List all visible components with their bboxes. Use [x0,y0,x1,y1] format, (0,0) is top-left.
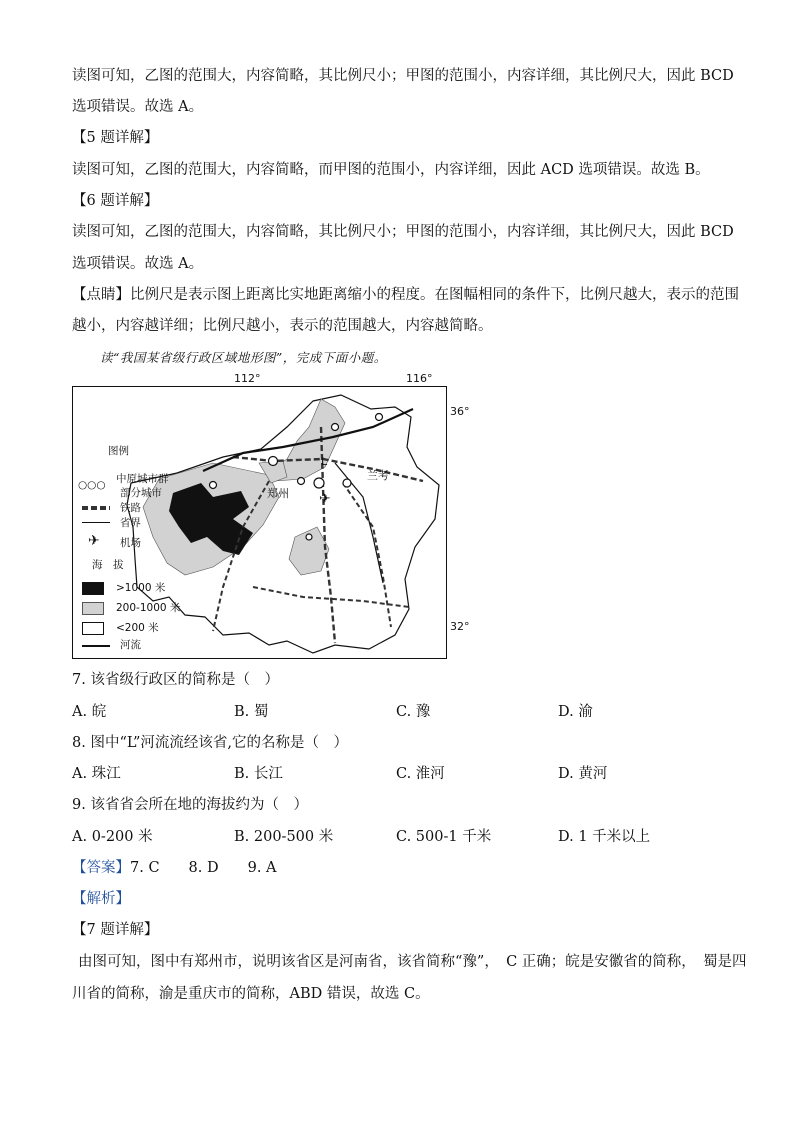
option: C. 豫 [396,704,431,720]
option: A. 珠江 [72,766,121,782]
legend-cities: 中原城市群 [116,473,169,485]
legend-river: 河流 [120,639,141,651]
legend-high-swatch [82,582,104,595]
option: D. 1 千米以上 [558,829,651,845]
legend-mid-swatch [82,602,104,615]
legend-city-icon: ○○○ [78,479,106,491]
text-line: 由图可知，图中有郑州市，说明该省区是河南省，该省简称“豫”， C 正确；皖是安徽省的简称， 蜀是四 [78,954,747,970]
text-line: 读图可知，乙图的范围大，内容简略，其比例尺小；甲图的范围小，内容详细，其比例尺大，因此 BCD [72,224,734,240]
legend-low: <200 米 [116,622,159,634]
text-line: 川省的简称，渝是重庆市的简称，ABD 错误，故选 C。 [72,986,430,1002]
answer-values: 7. C 8. D 9. A [130,860,277,876]
legend-border-icon [82,522,110,523]
option: B. 长江 [234,766,283,782]
legend-low-swatch [82,622,104,635]
legend-airport: 机场 [120,537,141,549]
city-marker [314,478,324,488]
question-stem: 8. 图中“L”河流流经该省,它的名称是（ ） [72,735,349,751]
map-caption: 读“我国某省级行政区域地形图”，完成下面小题。 [100,350,387,365]
option: D. 黄河 [558,766,608,782]
option: A. 皖 [72,704,107,720]
airport-icon: ✈ [319,491,331,507]
option: D. 渝 [558,704,593,720]
latitude-label-top: 36° [450,405,470,418]
city-marker [343,479,351,487]
tip-line: 【点睛】比例尺是表示图上距离比实地距离缩小的程度。在图幅相同的条件下，比例尺越大，表示的范围 [72,287,739,303]
legend-elevation-title: 海 拔 [92,559,124,571]
question-stem: 7. 该省级行政区的简称是（ ） [72,672,279,688]
option: C. 500-1 千米 [396,829,492,845]
city-marker [376,414,383,421]
town-label-lankao: 兰考 [367,469,389,482]
option: B. 200-500 米 [234,829,334,845]
option: A. 0-200 米 [72,829,153,845]
longitude-label-left: 112° [234,372,261,385]
question-stem: 9. 该省省会所在地的海拔约为（ ） [72,797,308,813]
legend-cities2: 部分城市 [120,487,162,499]
section-heading: 【7 题详解】 [72,922,159,938]
river-label-l: L [321,455,328,468]
city-marker [298,478,305,485]
legend-railway: 铁路 [120,502,141,514]
answer-line [72,858,277,878]
text-line: 读图可知，乙图的范围大，内容简略，而甲图的范围小，内容详细，因此 ACD 选项错误。故选 B。 [72,162,710,178]
text-line: 越小，内容越详细；比例尺越小，表示的范围越大，内容越简略。 [72,318,493,334]
analysis-label: 【解析】 [72,891,130,907]
legend-river-icon [82,645,110,647]
city-label-zhengzhou: 郑州 [267,487,289,500]
legend-border: 省界 [120,517,141,529]
answer-label: 【答案】 [72,860,130,876]
legend-high: >1000 米 [116,582,166,594]
city-marker [210,482,217,489]
city-marker [306,534,312,540]
longitude-label-right: 116° [406,372,433,385]
text-line: 选项错误。故选 A。 [72,99,204,115]
latitude-label-bottom: 32° [450,620,470,633]
city-marker [269,457,278,466]
section-heading: 【5 题详解】 [72,130,159,146]
text-line: 读图可知，乙图的范围大，内容简略，其比例尺小；甲图的范围小，内容详细，其比例尺大，因此 BCD [72,68,734,84]
legend-title: 图例 [108,445,129,457]
option: C. 淮河 [396,766,445,782]
airport-legend-icon: ✈ [88,533,100,549]
text-line: 选项错误。故选 A。 [72,256,204,272]
legend-railway-icon [82,506,110,510]
legend-mid: 200-1000 米 [116,602,181,614]
option: B. 蜀 [234,704,269,720]
section-heading: 【6 题详解】 [72,193,159,209]
city-marker [332,424,339,431]
